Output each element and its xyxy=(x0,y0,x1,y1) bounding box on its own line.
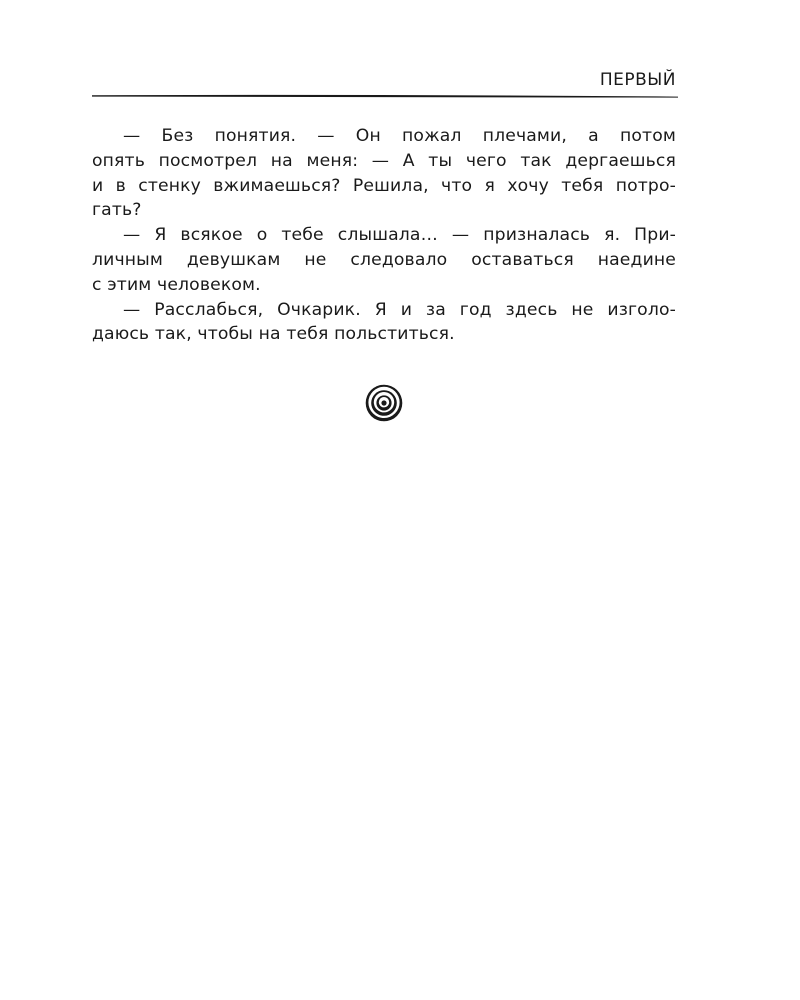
text-line: личным девушкам не следовало оставаться наедине xyxy=(92,249,676,270)
text-line: с этим человеком. xyxy=(92,274,261,295)
text-line: — Расслабься, Очкарик. Я и за год здесь не изголо- xyxy=(123,299,676,320)
text-line: даюсь так, чтобы на тебя польститься. xyxy=(92,324,455,345)
text-line: гать? xyxy=(92,200,142,221)
text-line: — Без понятия. — Он пожал плечами, а потом xyxy=(123,126,676,146)
running-head: ПЕРВЫЙ xyxy=(599,70,676,90)
body-text xyxy=(92,124,676,347)
text-line: и в стенку вжимаешься? Решила, что я хочу тебя потро- xyxy=(92,175,676,196)
header-rule xyxy=(92,93,678,99)
text-line: — Я всякое о тебе слышала… — призналась я. При- xyxy=(123,225,676,246)
text-line: опять посмотрел на меня: — А ты чего так дергаешься xyxy=(92,150,676,171)
concentric-circles-icon xyxy=(364,383,404,423)
